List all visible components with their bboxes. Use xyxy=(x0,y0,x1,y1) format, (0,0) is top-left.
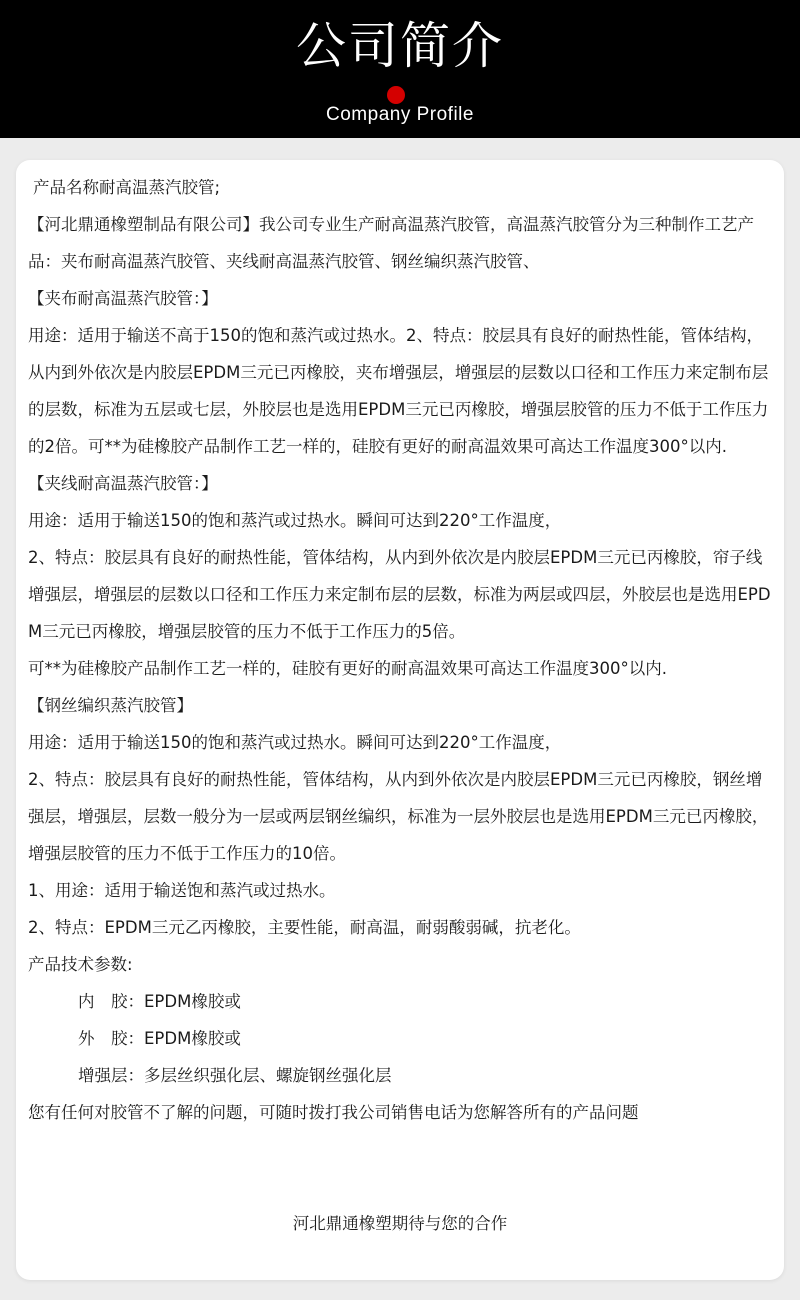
paragraph-thread-features: 2、特点：胶层具有良好的耐热性能，管体结构，从内到外依次是内胶层EPDM三元已丙橡胶，帘子线增强层，增强层的层数以口径和工作压力来定制布层的层数，标准为两层或四层，外胶层也是选用EPDM三元已丙橡胶，增强层胶管的压力不低于工作压力的5倍。 xyxy=(28,548,771,641)
header-banner xyxy=(0,0,800,138)
params-heading: 产品技术参数: xyxy=(28,955,133,974)
page-subtitle: Company Profile xyxy=(326,104,474,125)
paragraph-thread-silicone: 可**为硅橡胶产品制作工艺一样的，硅胶有更好的耐高温效果可高达工作温度300°以内. xyxy=(28,659,667,678)
closing-line: 河北鼎通橡塑期待与您的合作 xyxy=(292,1214,508,1233)
paragraph-intro: 【河北鼎通橡塑制品有限公司】我公司专业生产耐高温蒸汽胶管，高温蒸汽胶管分为三种制作工艺产品：夹布耐高温蒸汽胶管、夹线耐高温蒸汽胶管、钢丝编织蒸汽胶管、 xyxy=(28,215,754,271)
paragraph-wire-use: 用途：适用于输送150的饱和蒸汽或过热水。瞬间可达到220°工作温度， xyxy=(28,733,562,752)
contact-note: 您有任何对胶管不了解的问题，可随时拨打我公司销售电话为您解答所有的产品问题 xyxy=(28,1103,639,1122)
param-inner-rubber: 内 胶：EPDM橡胶或 xyxy=(78,992,241,1011)
section-heading-wire: 【钢丝编织蒸汽胶管】 xyxy=(28,696,193,715)
paragraph-product-name: 产品名称耐高温蒸汽胶管; xyxy=(33,178,221,197)
paragraph-general-features: 2、特点：EPDM三元乙丙橡胶，主要性能，耐高温，耐弱酸弱碱，抗老化。 xyxy=(28,918,581,937)
paragraph-general-use: 1、用途：适用于输送饱和蒸汽或过热水。 xyxy=(28,881,336,900)
page-title: 公司简介 xyxy=(296,17,504,75)
section-heading-thread: 【夹线耐高温蒸汽胶管：】 xyxy=(28,474,218,493)
param-outer-rubber: 外 胶：EPDM橡胶或 xyxy=(78,1029,241,1048)
paragraph-thread-use: 用途：适用于输送150的饱和蒸汽或过热水。瞬间可达到220°工作温度， xyxy=(28,511,562,530)
paragraph-wire-features: 2、特点：胶层具有良好的耐热性能，管体结构，从内到外依次是内胶层EPDM三元已丙橡胶，钢丝增强层，增强层，层数一般分为一层或两层钢丝编织，标准为一层外胶层也是选用EPDM三元已丙橡胶，增强层胶管的压力不低于工作压力的10倍。 xyxy=(28,770,769,863)
content-card xyxy=(16,160,784,1280)
section-heading-cloth: 【夹布耐高温蒸汽胶管：】 xyxy=(28,289,218,308)
paragraph-cloth-details: 用途：适用于输送不高于150的饱和蒸汽或过热水。2、特点：胶层具有良好的耐热性能，管体结构，从内到外依次是内胶层EPDM三元已丙橡胶，夹布增强层，增强层的层数以口径和工作压力来定制布层的层数，标准为五层或七层，外胶层也是选用EPDM三元已丙橡胶，增强层胶管的压力不低于工作压力的2倍。可**为硅橡胶产品制作工艺一样的，硅胶有更好的耐高温效果可高达工作温度300°以内. xyxy=(28,326,769,456)
param-reinforcement: 增强层：多层丝织强化层、螺旋钢丝强化层 xyxy=(78,1066,392,1085)
content-body xyxy=(28,169,773,1131)
